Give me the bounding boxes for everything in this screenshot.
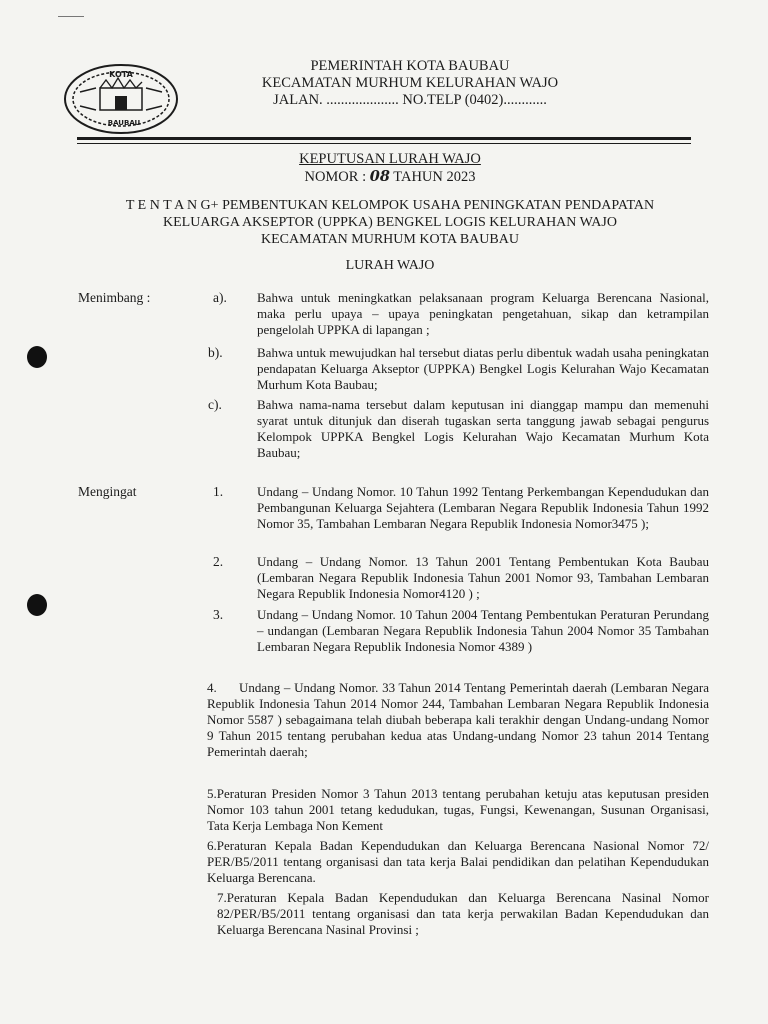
letterhead	[210, 58, 610, 109]
mengingat-item-5: 5.Peraturan Presiden Nomor 3 Tahun 2013 tentang perubahan ketuju atas keputusan presiden Nomor 103 tahun 2001 tetang kedudukan, tugas, Fungsi, Kewenangan, Susunan Organisasi, Tata Kerja Lembaga Non Kement	[207, 786, 709, 833]
scan-mark	[58, 16, 84, 17]
subject-line-1: T E N T A N G+ PEMBENTUKAN KELOMPOK USAHA PENINGKATAN PENDAPATAN	[125, 198, 655, 213]
subject-line-2: KELUARGA AKSEPTOR (UPPKA) BENGKEL LOGIS KELURAHAN WAJO	[163, 215, 617, 230]
decree-title: KEPUTUSAN LURAH WAJO	[299, 151, 481, 167]
header-rule-thin	[77, 143, 691, 144]
mengingat-mark-3: 3.	[213, 607, 224, 622]
menimbang-item-c: Bahwa nama-nama tersebut dalam keputusan ini dianggap mampu dan memenuhi syarat untuk ditunjuk dan diserah tugaskan serta tanggung jawab sebagai pengurus Kelompok UPPKA Bengkel Logis Kelurahan Wajo Kecamatan Murhum Kota Baubau;	[257, 397, 709, 460]
menimbang-mark-c: c).	[208, 397, 222, 412]
subject-line-3: KECAMATAN MURHUM KOTA BAUBAU	[261, 232, 519, 247]
menimbang-mark-b: b).	[208, 345, 223, 360]
menimbang-mark-a: a).	[213, 290, 227, 305]
logo-bottom-text: BAUBAU	[107, 119, 141, 127]
letterhead-line-3: JALAN. .................... NO.TELP (0402)............	[273, 92, 547, 108]
letterhead-line-2: KECAMATAN MURHUM KELURAHAN WAJO	[261, 75, 559, 91]
mengingat-mark-1: 1.	[213, 484, 224, 499]
hole-punch-upper	[27, 346, 47, 368]
decree-subject	[90, 197, 690, 248]
mengingat-item-3: Undang – Undang Nomor. 10 Tahun 2004 Tentang Pembentukan Peraturan Perundang – undangan (Lembaran Negara Republik Indonesia Tahun 2004 Nomor 35 Tambahan Lembaran Negara Republik Indonesia Nomor 4389 )	[257, 607, 709, 654]
mengingat-item-4: 4. Undang – Undang Nomor. 33 Tahun 2014 Tentang Pemerintah daerah (Lembaran Negara Republik Indonesia Tahun 2014 Nomor 244, Tambahan Lembaran Negara Republik Indonesia Nomor 5587 ) sebagaimana telah diubah beberapa kali terakhir dengan Undang-undang Nomor 9 Tahun 2015 tentang perubahan kedua atas Undang-undang Nomor 23 tahun 2014 Tentang Pemerintah daerah;	[207, 680, 713, 759]
menimbang-label: Menimbang :	[78, 290, 151, 305]
mengingat-label: Mengingat	[78, 484, 137, 499]
nomor-value: 08	[369, 168, 390, 185]
logo-top-text: KOTA	[109, 70, 133, 79]
menimbang-item-b: Bahwa untuk mewujudkan hal tersebut diatas perlu dibentuk wadah usaha peningkatan pendapatan Keluarga Akseptor (UPPKA) Bengkel Logis Kelurahan Wajo Kecamatan Murhum Kota Baubau;	[257, 345, 709, 392]
decree-heading	[200, 151, 580, 186]
mengingat-item-2: Undang – Undang Nomor. 13 Tahun 2001 Tentang Pembentukan Kota Baubau (Lembaran Negara Republik Indonesia Tahun 2001 Nomor 93, Tambahan Lembaran Negara Republik Indonesia Nomor4120 ) ;	[257, 554, 709, 601]
decree-number	[200, 168, 580, 186]
mengingat-item-7: 7.Peraturan Kepala Badan Kependudukan dan Keluarga Berencana Nasinal Nomor 82/PER/B5/2011 tentang organisasi dan tata kerja perwakilan Badan Kependudukan dan Keluarga Berencana Nasinal Provinsi ;	[217, 890, 709, 937]
nomor-year: TAHUN 2023	[393, 169, 476, 185]
mengingat-item-6: 6.Peraturan Kepala Badan Kependudukan dan Keluarga Berencana Nasional Nomor 72/ PER/B5/2011 tentang organisasi dan tata kerja Balai pendidikan dan pelatihan Kependudukan Keluarga Berencana.	[207, 838, 709, 885]
city-seal-logo	[62, 62, 180, 136]
mengingat-item-1: Undang – Undang Nomor. 10 Tahun 1992 Tentang Perkembangan Kependudukan dan Pembangunan Keluarga Sejahtera (Lembaran Negara Republik Indonesia Tahun 1992 Nomor 35, Tambahan Lembaran Negara Republik Indonesia Nomor3475 );	[257, 484, 709, 531]
header-rule-thick	[77, 137, 691, 140]
mengingat-mark-2: 2.	[213, 554, 224, 569]
menimbang-item-a: Bahwa untuk meningkatkan pelaksanaan program Keluarga Berencana Nasional, maka perlu upaya – upaya peningkatan pengetahuan, sikap dan ketrampilan pengelolah UPPKA di lapangan ;	[257, 290, 709, 337]
nomor-prefix: NOMOR :	[304, 169, 367, 185]
letterhead-line-1: PEMERINTAH KOTA BAUBAU	[310, 58, 510, 74]
signatory-heading: LURAH WAJO	[345, 258, 435, 273]
hole-punch-lower	[27, 594, 47, 616]
